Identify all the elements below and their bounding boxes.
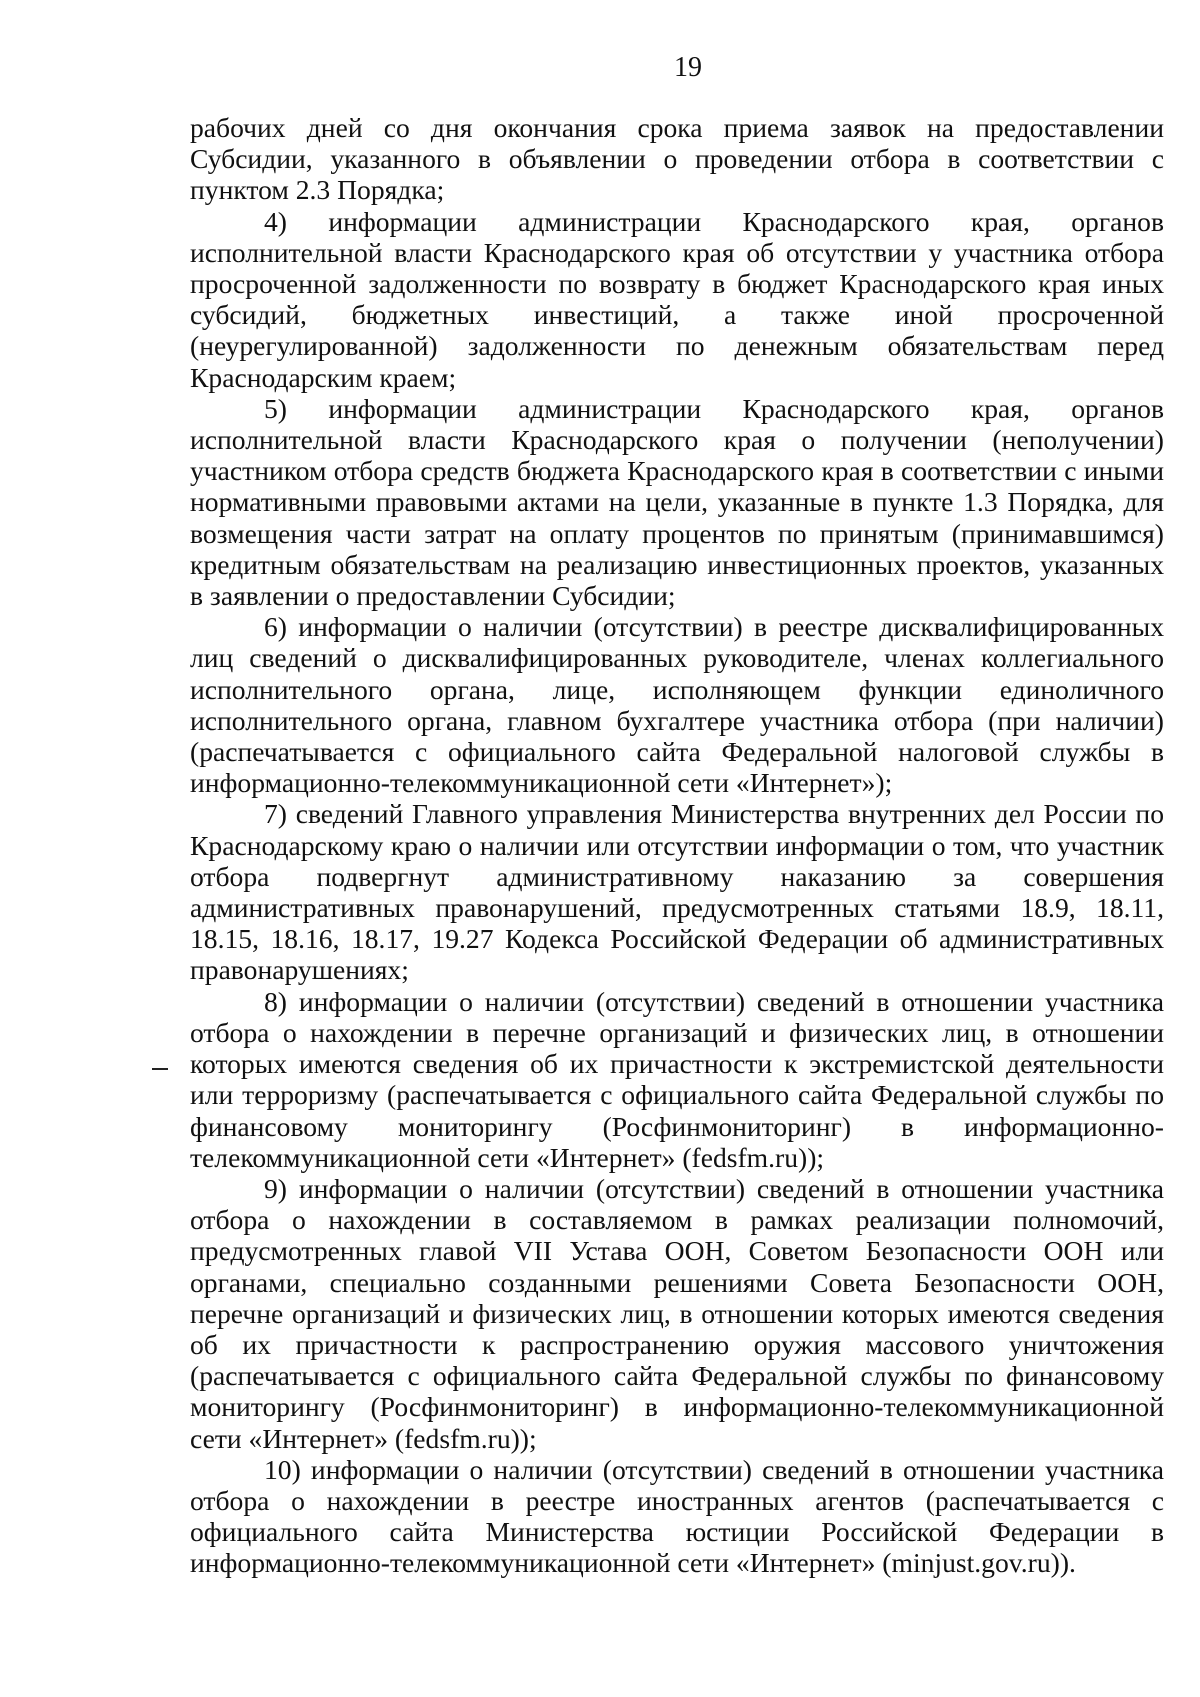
paragraph-item-10: 10) информации о наличии (отсутствии) сведений в отношении участника отбора о нахождении в реестре иностранных агентов (распечатывается с официального сайта Министерства юстиции Российской Федерации в информационно-телекоммуникационной сети «Интернет» (minjust.gov.ru)). [190, 1453, 1164, 1579]
paragraph-item-8: 8) информации о наличии (отсутствии) сведений в отношении участника отбора о нахождении в перечне организаций и физических лиц, в отношении которых имеются сведения об их причастности к экстремистской деятельности или терроризму (распечатывается с официального сайта Федеральной службы по финансовому мониторингу (Росфинмониторинг) в информационно-телекоммуникационной сети «Интернет» (fedsfm.ru)); [190, 985, 1164, 1173]
paragraph-continuation: рабочих дней со дня окончания срока приема заявок на предоставлении Субсидии, указанного в объявлении о проведении отбора в соответствии с пунктом 2.3 Порядка; [190, 112, 1164, 206]
paragraph-item-7: 7) сведений Главного управления Министерства внутренних дел России по Краснодарскому краю о наличии или отсутствии информации о том, что участник отбора подвергнут административному наказанию за совершения административных правонарушений, предусмотренных статьями 18.9, 18.11, 18.15, 18.16, 18.17, 19.27 Кодекса Российской Федерации об административных правонарушениях; [190, 798, 1164, 986]
margin-dash-mark [152, 1068, 168, 1070]
paragraph-item-9: 9) информации о наличии (отсутствии) сведений в отношении участника отбора о нахождении в составляемом в рамках реализации полномочий, предусмотренных главой VII Устава ООН, Советом Безопасности ООН или органами, специально созданными решениями Совета Безопасности ООН, перечне организаций и физических лиц, в отношении которых имеются сведения об их причастности к распространению оружия массового уничтожения (распечатывается с официального сайта Федеральной службы по финансовому мониторингу (Росфинмониторинг) в информационно-телекоммуникационной сети «Интернет» (fedsfm.ru)); [190, 1172, 1164, 1454]
paragraph-item-4: 4) информации администрации Краснодарского края, органов исполнительной власти Краснодарского края об отсутствии у участника отбора просроченной задолженности по возврату в бюджет Краснодарского края иных субсидий, бюджетных инвестиций, а также иной просроченной (неурегулированной) задолженности по денежным обязательствам перед Краснодарским краем; [190, 205, 1164, 393]
paragraph-item-6: 6) информации о наличии (отсутствии) в реестре дисквалифицированных лиц сведений о дисквалифицированных руководителе, членах коллегиального исполнительного органа, лице, исполняющем функции единоличного исполнительного органа, главном бухгалтере участника отбора (при наличии) (распечатывается с официального сайта Федеральной налоговой службы в информационно-телекоммуникационной сети «Интернет»); [190, 611, 1164, 799]
document-body [190, 112, 1164, 1579]
paragraph-item-5: 5) информации администрации Краснодарского края, органов исполнительной власти Краснодарского края о получении (неполучении) участником отбора средств бюджета Краснодарского края в соответствии с иными нормативными правовыми актами на цели, указанные в пункте 1.3 Порядка, для возмещения части затрат на оплату процентов по принятым (принимавшимся) кредитным обязательствам на реализацию инвестиционных проектов, указанных в заявлении о предоставлении Субсидии; [190, 392, 1164, 612]
page-number: 19 [674, 52, 702, 83]
